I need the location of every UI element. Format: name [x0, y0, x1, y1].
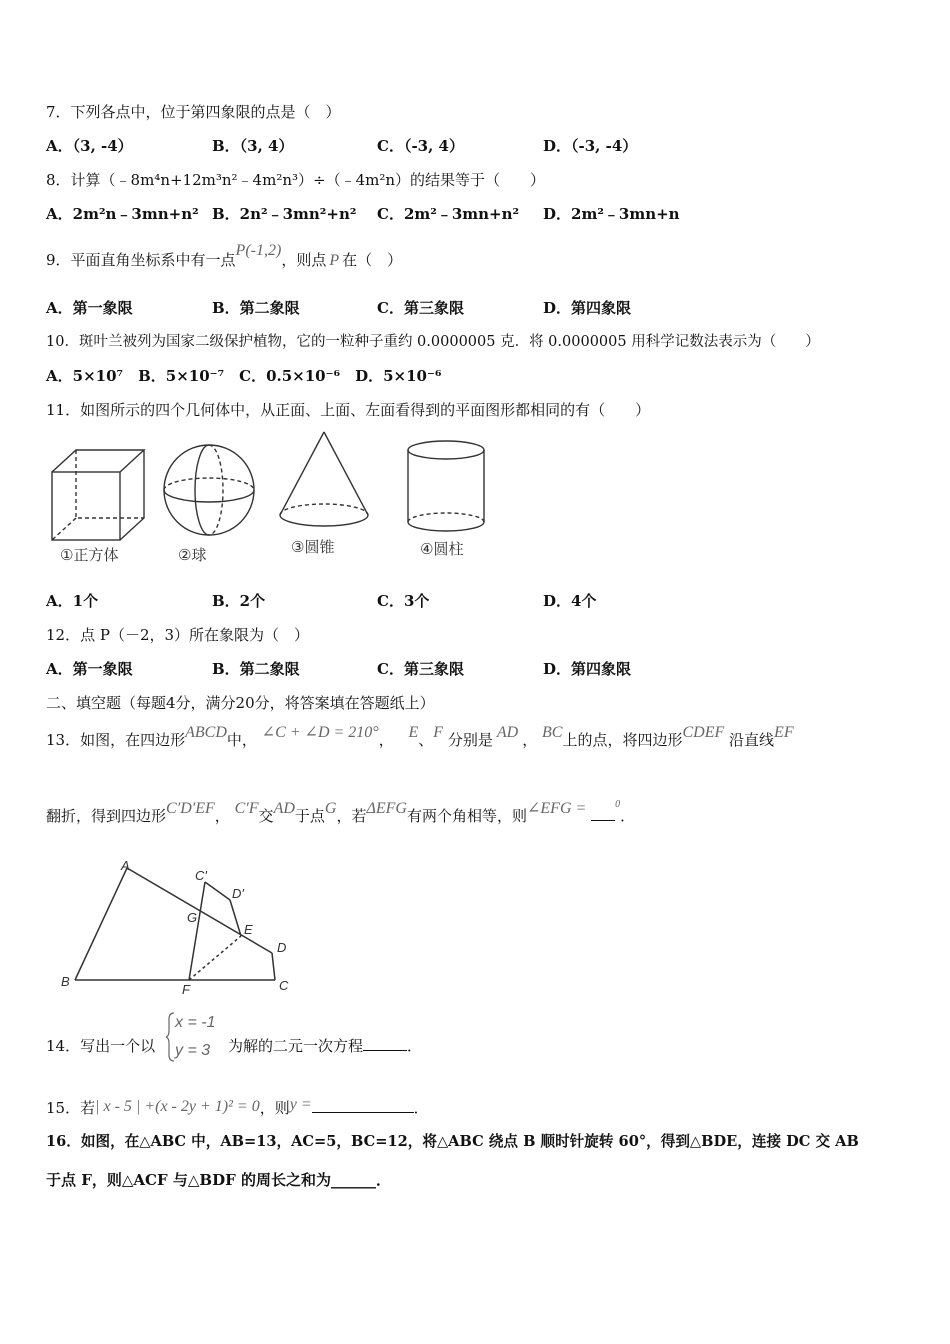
q9-option-b: B．第二象限: [212, 299, 300, 317]
q16-line1: 16．如图，在△ABC 中，AB=13，AC=5，BC=12，将△ABC 绕点 B 顺时针旋转 60°，得到△BDE，连接 DC 交 AB: [46, 1133, 859, 1150]
q13-text-3: ，: [378, 731, 394, 749]
q9-stem-pre: 9．平面直角坐标系中有一点: [46, 251, 236, 269]
q14-eq1: x = -1: [175, 1014, 216, 1031]
segment-d-prime-e: [230, 900, 241, 936]
q13-formula-g: G: [324, 800, 337, 817]
q13-line2: [46, 799, 636, 829]
q11-solids-figure: [46, 430, 486, 568]
q10-options: A．5×10⁷ B．5×10⁻⁷ C．0.5×10⁻⁶ D．5×10⁻⁶: [46, 367, 442, 385]
q9-stem-mid: ，则点: [281, 251, 327, 269]
q12-option-c: C．第三象限: [377, 660, 464, 678]
q14-stem-post: [228, 1036, 422, 1056]
q7-option-d: D．（-3, -4）: [543, 137, 638, 155]
q9-stem-post: 在（ ）: [342, 251, 403, 269]
q13-formula-cf-prime: C′F: [234, 800, 259, 817]
q13-text-6: ，: [522, 731, 538, 749]
q14-eq2: y = 3: [175, 1042, 211, 1059]
segment-ab: [75, 868, 127, 980]
q15-y-formula: y =: [289, 1096, 312, 1113]
q13-formula-angle-sum: ∠C + ∠D = 210°: [261, 724, 379, 741]
q13-formula-ad-2: AD: [273, 800, 295, 817]
q12-option-d: D．第四象限: [543, 660, 632, 678]
q12-option-a: A．第一象限: [46, 660, 133, 678]
label-g: G: [187, 910, 198, 925]
segment-c-prime-d-prime: [205, 882, 230, 900]
q9-stem: [46, 242, 403, 271]
q7-option-a: A．（3, -4）: [46, 137, 133, 155]
q13-formula-ef: EF: [774, 724, 794, 741]
cylinder-label: ④圆柱: [420, 541, 464, 558]
q13-formula-ad: AD: [496, 724, 519, 741]
cylinder-figure: [408, 441, 484, 531]
q13-formula-bc: BC: [542, 724, 563, 741]
q10-stem: 10．斑叶兰被列为国家二级保护植物，它的一粒种子重约 0.0000005 克．将 0.0000005 用科学记数法表示为（ ）: [46, 334, 820, 350]
label-b: B: [61, 974, 70, 989]
q13-text-1: 13．如图，在四边形: [46, 731, 186, 749]
q13-text-4: 、: [418, 731, 434, 749]
q8-option-a: A．2m²n﹣3mn+n²: [46, 205, 199, 223]
label-c: C: [279, 978, 289, 993]
q13-answer-blank[interactable]: [591, 806, 615, 821]
sphere-figure: [164, 445, 254, 535]
q14-stem-pre: 14．写出一个以: [46, 1037, 156, 1055]
q13-text-8: 沿直线: [729, 731, 775, 749]
q11-option-b: B．2个: [212, 592, 266, 610]
q14-answer-blank[interactable]: [363, 1036, 407, 1051]
q9-option-d: D．第四象限: [543, 299, 632, 317]
q7-stem: 7．下列各点中，位于第四象限的点是（ ）: [46, 103, 341, 121]
q12-option-b: B．第二象限: [212, 660, 300, 678]
q11-option-a: A．1个: [46, 592, 99, 610]
label-f: F: [182, 982, 190, 995]
cone-label: ③圆锥: [291, 539, 335, 556]
cube-label: ①正方体: [60, 547, 119, 564]
q13-text-11: 交: [258, 807, 274, 825]
q16-line2: 于点 F，则△ACF 与△BDF 的周长之和为______．: [46, 1171, 391, 1189]
q13-text-5: 分别是: [447, 731, 493, 749]
q15-text-3: ．: [413, 1099, 429, 1117]
segment-fe: [189, 936, 241, 980]
q8-option-b: B．2n²﹣3mn²+n²: [212, 205, 357, 223]
q15-formula: | x - 5 | +(x - 2y + 1)² = 0: [95, 1098, 260, 1115]
label-e: E: [244, 922, 253, 937]
q11-option-d: D．4个: [543, 592, 597, 610]
q15-answer-blank[interactable]: [312, 1098, 414, 1113]
q11-option-c: C．3个: [377, 592, 430, 610]
q13-formula-triangle-efg: ΔEFG: [366, 800, 407, 817]
q7-option-c: C．（-3, 4）: [377, 137, 464, 155]
q9-option-c: C．第三象限: [377, 299, 464, 317]
q9-point-formula: P(-1,2): [235, 242, 282, 259]
q8-stem: 8．计算（﹣8m⁴n+12m³n²﹣4m²n³）÷（﹣4m²n）的结果等于（ ）: [46, 171, 546, 189]
q9-p-formula: P: [329, 252, 340, 269]
q14-text-3: ．: [407, 1037, 423, 1055]
q9-option-a: A．第一象限: [46, 299, 133, 317]
q11-stem: 11．如图所示的四个几何体中，从正面、上面、左面看得到的平面图形都相同的有（ ）: [46, 401, 651, 419]
q13-formula-f: F: [433, 724, 444, 741]
segment-cd: [272, 953, 275, 980]
q13-text-13: ，若: [336, 807, 367, 825]
q13-formula-cdef: CDEF: [682, 724, 725, 741]
q15-text-1: 15．若: [46, 1099, 96, 1117]
q13-formula-angle-efg: ∠EFG =: [527, 800, 587, 817]
q13-line1: [46, 724, 794, 751]
segment-fc-prime: [189, 882, 205, 980]
q7-option-b: B．（3, 4）: [212, 137, 294, 155]
q13-text-7: 上的点，将四边形: [562, 731, 683, 749]
cone-figure: [280, 432, 368, 526]
label-a: A: [121, 860, 130, 873]
q13-formula-e: E: [408, 724, 419, 741]
q13-text-10: ，: [214, 807, 230, 825]
label-d-prime: D': [232, 886, 244, 901]
q8-option-c: C．2m²﹣3mn+n²: [377, 205, 520, 223]
q13-formula-cdef-prime: C′D′EF: [166, 800, 215, 817]
q14-text-2: 为解的二元一次方程: [228, 1037, 364, 1055]
label-d: D: [277, 940, 287, 955]
q8-option-d: D．2m²﹣3mn+n: [543, 205, 680, 223]
q12-stem: 12．点 P（－2，3）所在象限为（ ）: [46, 626, 310, 644]
label-c-prime: C': [195, 868, 207, 883]
q13-quadrilateral-figure: [55, 860, 300, 995]
q13-degree-mark: 0: [615, 799, 621, 810]
q13-text-15: ．: [620, 807, 636, 825]
q15-stem: [46, 1098, 429, 1119]
q13-text-14: 有两个角相等，则: [406, 807, 527, 825]
cube-figure: [52, 450, 144, 540]
section-heading: 二、填空题（每题4分，满分20分，将答案填在答题纸上）: [46, 694, 435, 712]
q14-equation-system: [166, 1009, 226, 1065]
q15-text-2: ，则: [259, 1099, 290, 1117]
q13-text-12: 于点: [294, 807, 325, 825]
q13-text-2: 中，: [226, 731, 257, 749]
q13-formula-abcd: ABCD: [185, 724, 227, 741]
sphere-label: ②球: [178, 547, 207, 564]
q13-text-9: 翻折，得到四边形: [46, 807, 167, 825]
